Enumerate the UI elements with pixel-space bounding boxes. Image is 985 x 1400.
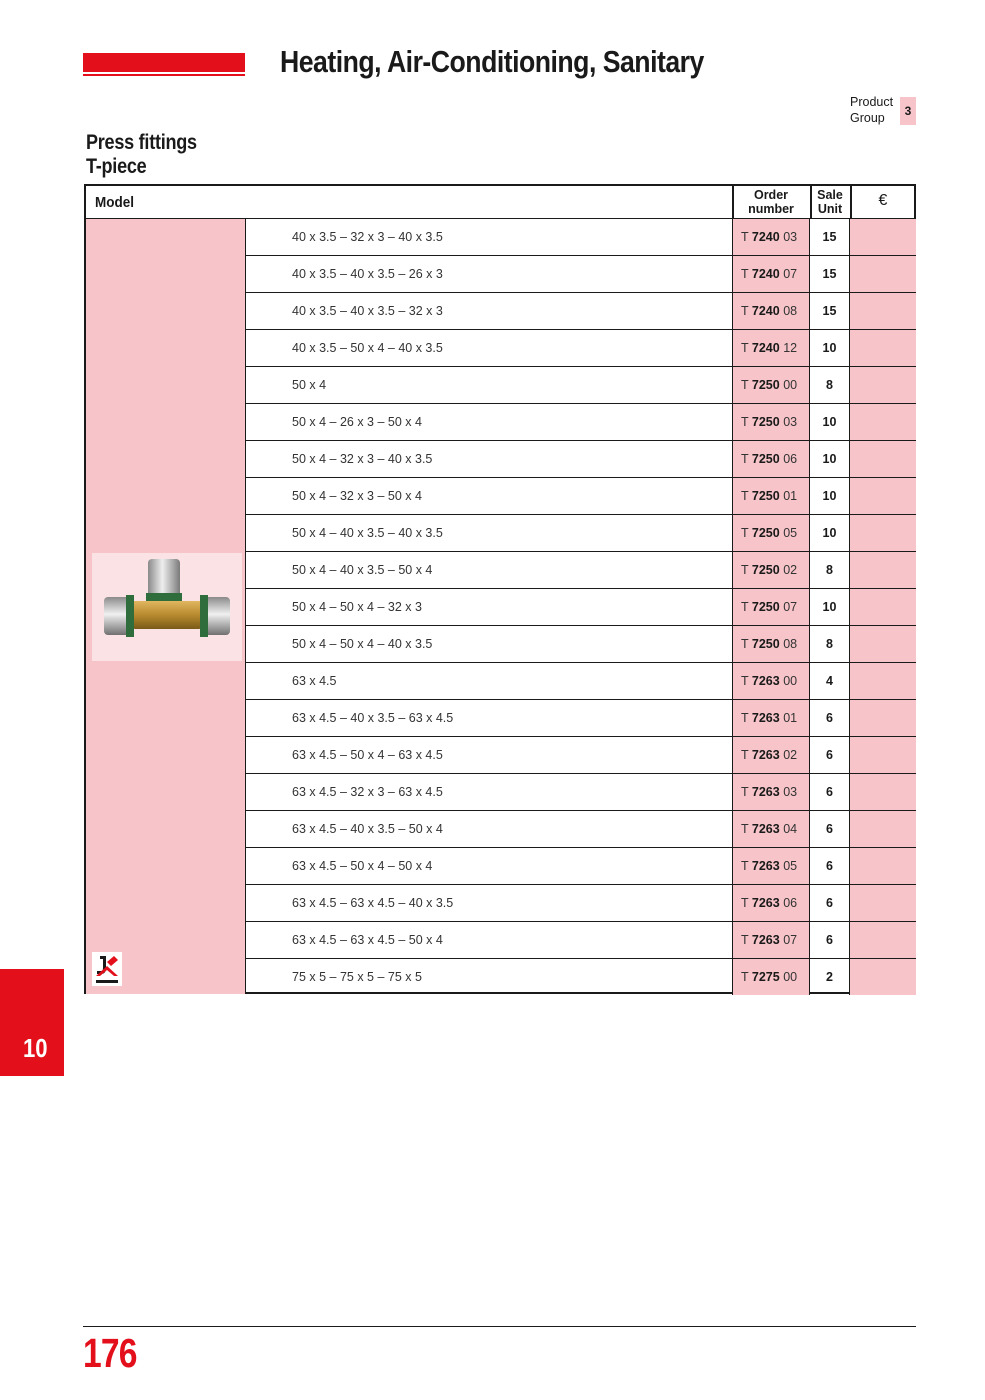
order-suffix: 07	[783, 600, 798, 614]
table-row	[246, 515, 916, 552]
table-row	[246, 367, 916, 404]
header-sale-line1: Sale	[817, 188, 843, 202]
row-price-cell	[850, 774, 916, 810]
row-sale-unit: 10	[810, 589, 850, 625]
row-price-cell	[850, 848, 916, 884]
table-row	[246, 552, 916, 589]
order-prefix: T	[741, 785, 749, 799]
order-code: 7240	[751, 267, 780, 281]
order-suffix: 04	[783, 822, 798, 836]
model-column	[86, 219, 246, 994]
table-row	[246, 330, 916, 367]
order-code: 7240	[751, 304, 780, 318]
row-price-cell	[850, 478, 916, 514]
table-row	[246, 441, 916, 478]
row-sale-unit: 6	[810, 811, 850, 847]
order-prefix: T	[741, 933, 749, 947]
row-price-cell	[850, 404, 916, 440]
header-divider	[810, 186, 812, 219]
page-number: 176	[83, 1330, 137, 1376]
row-order-number	[732, 589, 810, 625]
table-row	[246, 885, 916, 922]
row-description: 63 x 4.5 – 40 x 3.5 – 50 x 4	[292, 822, 443, 836]
row-description: 50 x 4 – 40 x 3.5 – 50 x 4	[292, 563, 433, 577]
header-sale-line2: Unit	[817, 202, 843, 216]
order-prefix: T	[741, 341, 749, 355]
row-price-cell	[850, 885, 916, 921]
order-prefix: T	[741, 526, 749, 540]
order-code: 7250	[751, 378, 780, 392]
order-code: 7240	[751, 230, 780, 244]
order-code: 7250	[751, 526, 780, 540]
table-row	[246, 219, 916, 256]
row-order-number	[732, 959, 810, 995]
order-prefix: T	[741, 711, 749, 725]
header-model: Model	[95, 194, 135, 211]
row-sale-unit: 8	[810, 552, 850, 588]
row-description: 75 x 5 – 75 x 5 – 75 x 5	[292, 970, 422, 984]
row-order-number	[732, 737, 810, 773]
row-price-cell	[850, 589, 916, 625]
order-code: 7263	[751, 896, 780, 910]
row-sale-unit: 10	[810, 441, 850, 477]
table-body	[246, 219, 916, 995]
order-prefix: T	[741, 415, 749, 429]
product-group-label	[850, 94, 893, 126]
order-code: 7263	[751, 785, 780, 799]
order-code: 7250	[751, 415, 780, 429]
order-prefix: T	[741, 230, 749, 244]
order-suffix: 07	[783, 267, 798, 281]
row-description: 40 x 3.5 – 40 x 3.5 – 26 x 3	[292, 267, 443, 281]
order-code: 7263	[751, 859, 780, 873]
row-description: 50 x 4 – 32 x 3 – 50 x 4	[292, 489, 422, 503]
row-order-number	[732, 885, 810, 921]
order-prefix: T	[741, 970, 749, 984]
row-description: 63 x 4.5 – 32 x 3 – 63 x 4.5	[292, 785, 443, 799]
row-description: 63 x 4.5 – 40 x 3.5 – 63 x 4.5	[292, 711, 454, 725]
product-table	[84, 184, 916, 994]
row-order-number	[732, 330, 810, 366]
table-header	[86, 186, 914, 219]
row-sale-unit: 10	[810, 515, 850, 551]
table-row	[246, 663, 916, 700]
table-row	[246, 848, 916, 885]
table-row	[246, 700, 916, 737]
row-order-number	[732, 922, 810, 958]
row-price-cell	[850, 811, 916, 847]
row-order-number	[732, 552, 810, 588]
order-suffix: 06	[783, 452, 798, 466]
row-sale-unit: 15	[810, 219, 850, 255]
table-row	[246, 256, 916, 293]
header-red-bar	[83, 53, 245, 72]
product-group-label-line2: Group	[850, 111, 885, 125]
order-suffix: 00	[783, 970, 798, 984]
row-sale-unit: 8	[810, 367, 850, 403]
chapter-tab	[0, 969, 64, 1076]
table-row	[246, 404, 916, 441]
order-suffix: 00	[783, 378, 798, 392]
order-prefix: T	[741, 378, 749, 392]
header-order-line1: Order	[753, 188, 789, 202]
section-title-line2: T-piece	[86, 155, 147, 178]
order-suffix: 12	[783, 341, 798, 355]
row-price-cell	[850, 552, 916, 588]
order-prefix: T	[741, 452, 749, 466]
order-suffix: 01	[783, 711, 798, 725]
row-order-number	[732, 478, 810, 514]
order-prefix: T	[741, 600, 749, 614]
row-price-cell	[850, 441, 916, 477]
row-price-cell	[850, 700, 916, 736]
t-piece-fitting-icon	[92, 553, 242, 661]
header-order-line2: number	[748, 202, 794, 216]
row-sale-unit: 15	[810, 256, 850, 292]
section-title	[86, 131, 197, 179]
row-order-number	[732, 700, 810, 736]
row-description: 50 x 4 – 32 x 3 – 40 x 3.5	[292, 452, 433, 466]
order-code: 7250	[751, 637, 780, 651]
header-divider	[850, 186, 852, 219]
row-price-cell	[850, 737, 916, 773]
order-code: 7250	[751, 600, 780, 614]
product-group-badge: 3	[900, 97, 916, 125]
row-sale-unit: 10	[810, 404, 850, 440]
row-sale-unit: 2	[810, 959, 850, 995]
order-prefix: T	[741, 748, 749, 762]
row-order-number	[732, 774, 810, 810]
row-sale-unit: 6	[810, 848, 850, 884]
header-order-number	[732, 188, 810, 216]
header-price: €	[878, 192, 888, 209]
row-description: 40 x 3.5 – 40 x 3.5 – 32 x 3	[292, 304, 443, 318]
order-suffix: 00	[783, 674, 798, 688]
table-row	[246, 478, 916, 515]
row-price-cell	[850, 515, 916, 551]
row-sale-unit: 10	[810, 478, 850, 514]
chapter-tab-label: 10	[23, 1033, 48, 1063]
row-sale-unit: 10	[810, 330, 850, 366]
order-prefix: T	[741, 304, 749, 318]
order-suffix: 03	[783, 415, 798, 429]
row-price-cell	[850, 293, 916, 329]
row-order-number	[732, 293, 810, 329]
order-code: 7263	[751, 822, 780, 836]
order-code: 7263	[751, 711, 780, 725]
table-row	[246, 293, 916, 330]
row-sale-unit: 6	[810, 700, 850, 736]
row-sale-unit: 6	[810, 774, 850, 810]
row-sale-unit: 6	[810, 922, 850, 958]
row-sale-unit: 15	[810, 293, 850, 329]
order-suffix: 06	[783, 896, 798, 910]
table-row	[246, 589, 916, 626]
row-sale-unit: 4	[810, 663, 850, 699]
table-row	[246, 737, 916, 774]
order-prefix: T	[741, 563, 749, 577]
order-prefix: T	[741, 896, 749, 910]
row-price-cell	[850, 922, 916, 958]
row-order-number	[732, 626, 810, 662]
order-prefix: T	[741, 859, 749, 873]
row-order-number	[732, 663, 810, 699]
order-code: 7250	[751, 489, 780, 503]
row-description: 40 x 3.5 – 32 x 3 – 40 x 3.5	[292, 230, 443, 244]
row-order-number	[732, 515, 810, 551]
order-suffix: 08	[783, 304, 798, 318]
row-description: 50 x 4 – 50 x 4 – 32 x 3	[292, 600, 422, 614]
header-red-rule	[83, 74, 245, 76]
row-order-number	[732, 367, 810, 403]
table-row	[246, 922, 916, 959]
row-description: 50 x 4 – 26 x 3 – 50 x 4	[292, 415, 422, 429]
row-order-number	[732, 848, 810, 884]
row-price-cell	[850, 959, 916, 995]
row-price-cell	[850, 663, 916, 699]
order-suffix: 05	[783, 859, 798, 873]
row-price-cell	[850, 626, 916, 662]
row-price-cell	[850, 330, 916, 366]
footer-rule	[83, 1326, 916, 1327]
row-sale-unit: 8	[810, 626, 850, 662]
order-suffix: 03	[783, 785, 798, 799]
order-code: 7263	[751, 748, 780, 762]
order-prefix: T	[741, 822, 749, 836]
order-suffix: 02	[783, 563, 798, 577]
row-order-number	[732, 404, 810, 440]
row-price-cell	[850, 256, 916, 292]
order-suffix: 01	[783, 489, 798, 503]
table-row	[246, 959, 916, 995]
brand-logo	[92, 952, 122, 986]
table-row	[246, 774, 916, 811]
row-price-cell	[850, 367, 916, 403]
row-description: 63 x 4.5 – 50 x 4 – 63 x 4.5	[292, 748, 443, 762]
order-prefix: T	[741, 637, 749, 651]
row-order-number	[732, 811, 810, 847]
order-code: 7263	[751, 933, 780, 947]
order-code: 7263	[751, 674, 780, 688]
row-description: 50 x 4 – 50 x 4 – 40 x 3.5	[292, 637, 433, 651]
row-description: 50 x 4 – 40 x 3.5 – 40 x 3.5	[292, 526, 443, 540]
order-code: 7250	[751, 563, 780, 577]
order-suffix: 07	[783, 933, 798, 947]
row-sale-unit: 6	[810, 737, 850, 773]
row-description: 63 x 4.5 – 63 x 4.5 – 50 x 4	[292, 933, 443, 947]
order-prefix: T	[741, 674, 749, 688]
order-code: 7250	[751, 452, 780, 466]
header-divider	[732, 186, 734, 219]
row-order-number	[732, 219, 810, 255]
order-code: 7240	[751, 341, 780, 355]
row-sale-unit: 6	[810, 885, 850, 921]
header-sale-unit	[810, 188, 850, 216]
order-suffix: 02	[783, 748, 798, 762]
row-description: 63 x 4.5	[292, 674, 337, 688]
order-suffix: 03	[783, 230, 798, 244]
row-order-number	[732, 441, 810, 477]
table-row	[246, 626, 916, 663]
section-title-line1: Press fittings	[86, 131, 197, 154]
table-row	[246, 811, 916, 848]
row-description: 50 x 4	[292, 378, 327, 392]
row-description: 40 x 3.5 – 50 x 4 – 40 x 3.5	[292, 341, 443, 355]
order-suffix: 08	[783, 637, 798, 651]
page-title: Heating, Air-Conditioning, Sanitary	[280, 44, 704, 79]
t-piece-product-image	[92, 553, 242, 661]
order-prefix: T	[741, 489, 749, 503]
order-suffix: 05	[783, 526, 798, 540]
row-description: 63 x 4.5 – 63 x 4.5 – 40 x 3.5	[292, 896, 454, 910]
row-description: 63 x 4.5 – 50 x 4 – 50 x 4	[292, 859, 433, 873]
row-price-cell	[850, 219, 916, 255]
row-order-number	[732, 256, 810, 292]
order-code: 7275	[751, 970, 780, 984]
product-group-label-line1: Product	[850, 95, 894, 109]
order-prefix: T	[741, 267, 749, 281]
